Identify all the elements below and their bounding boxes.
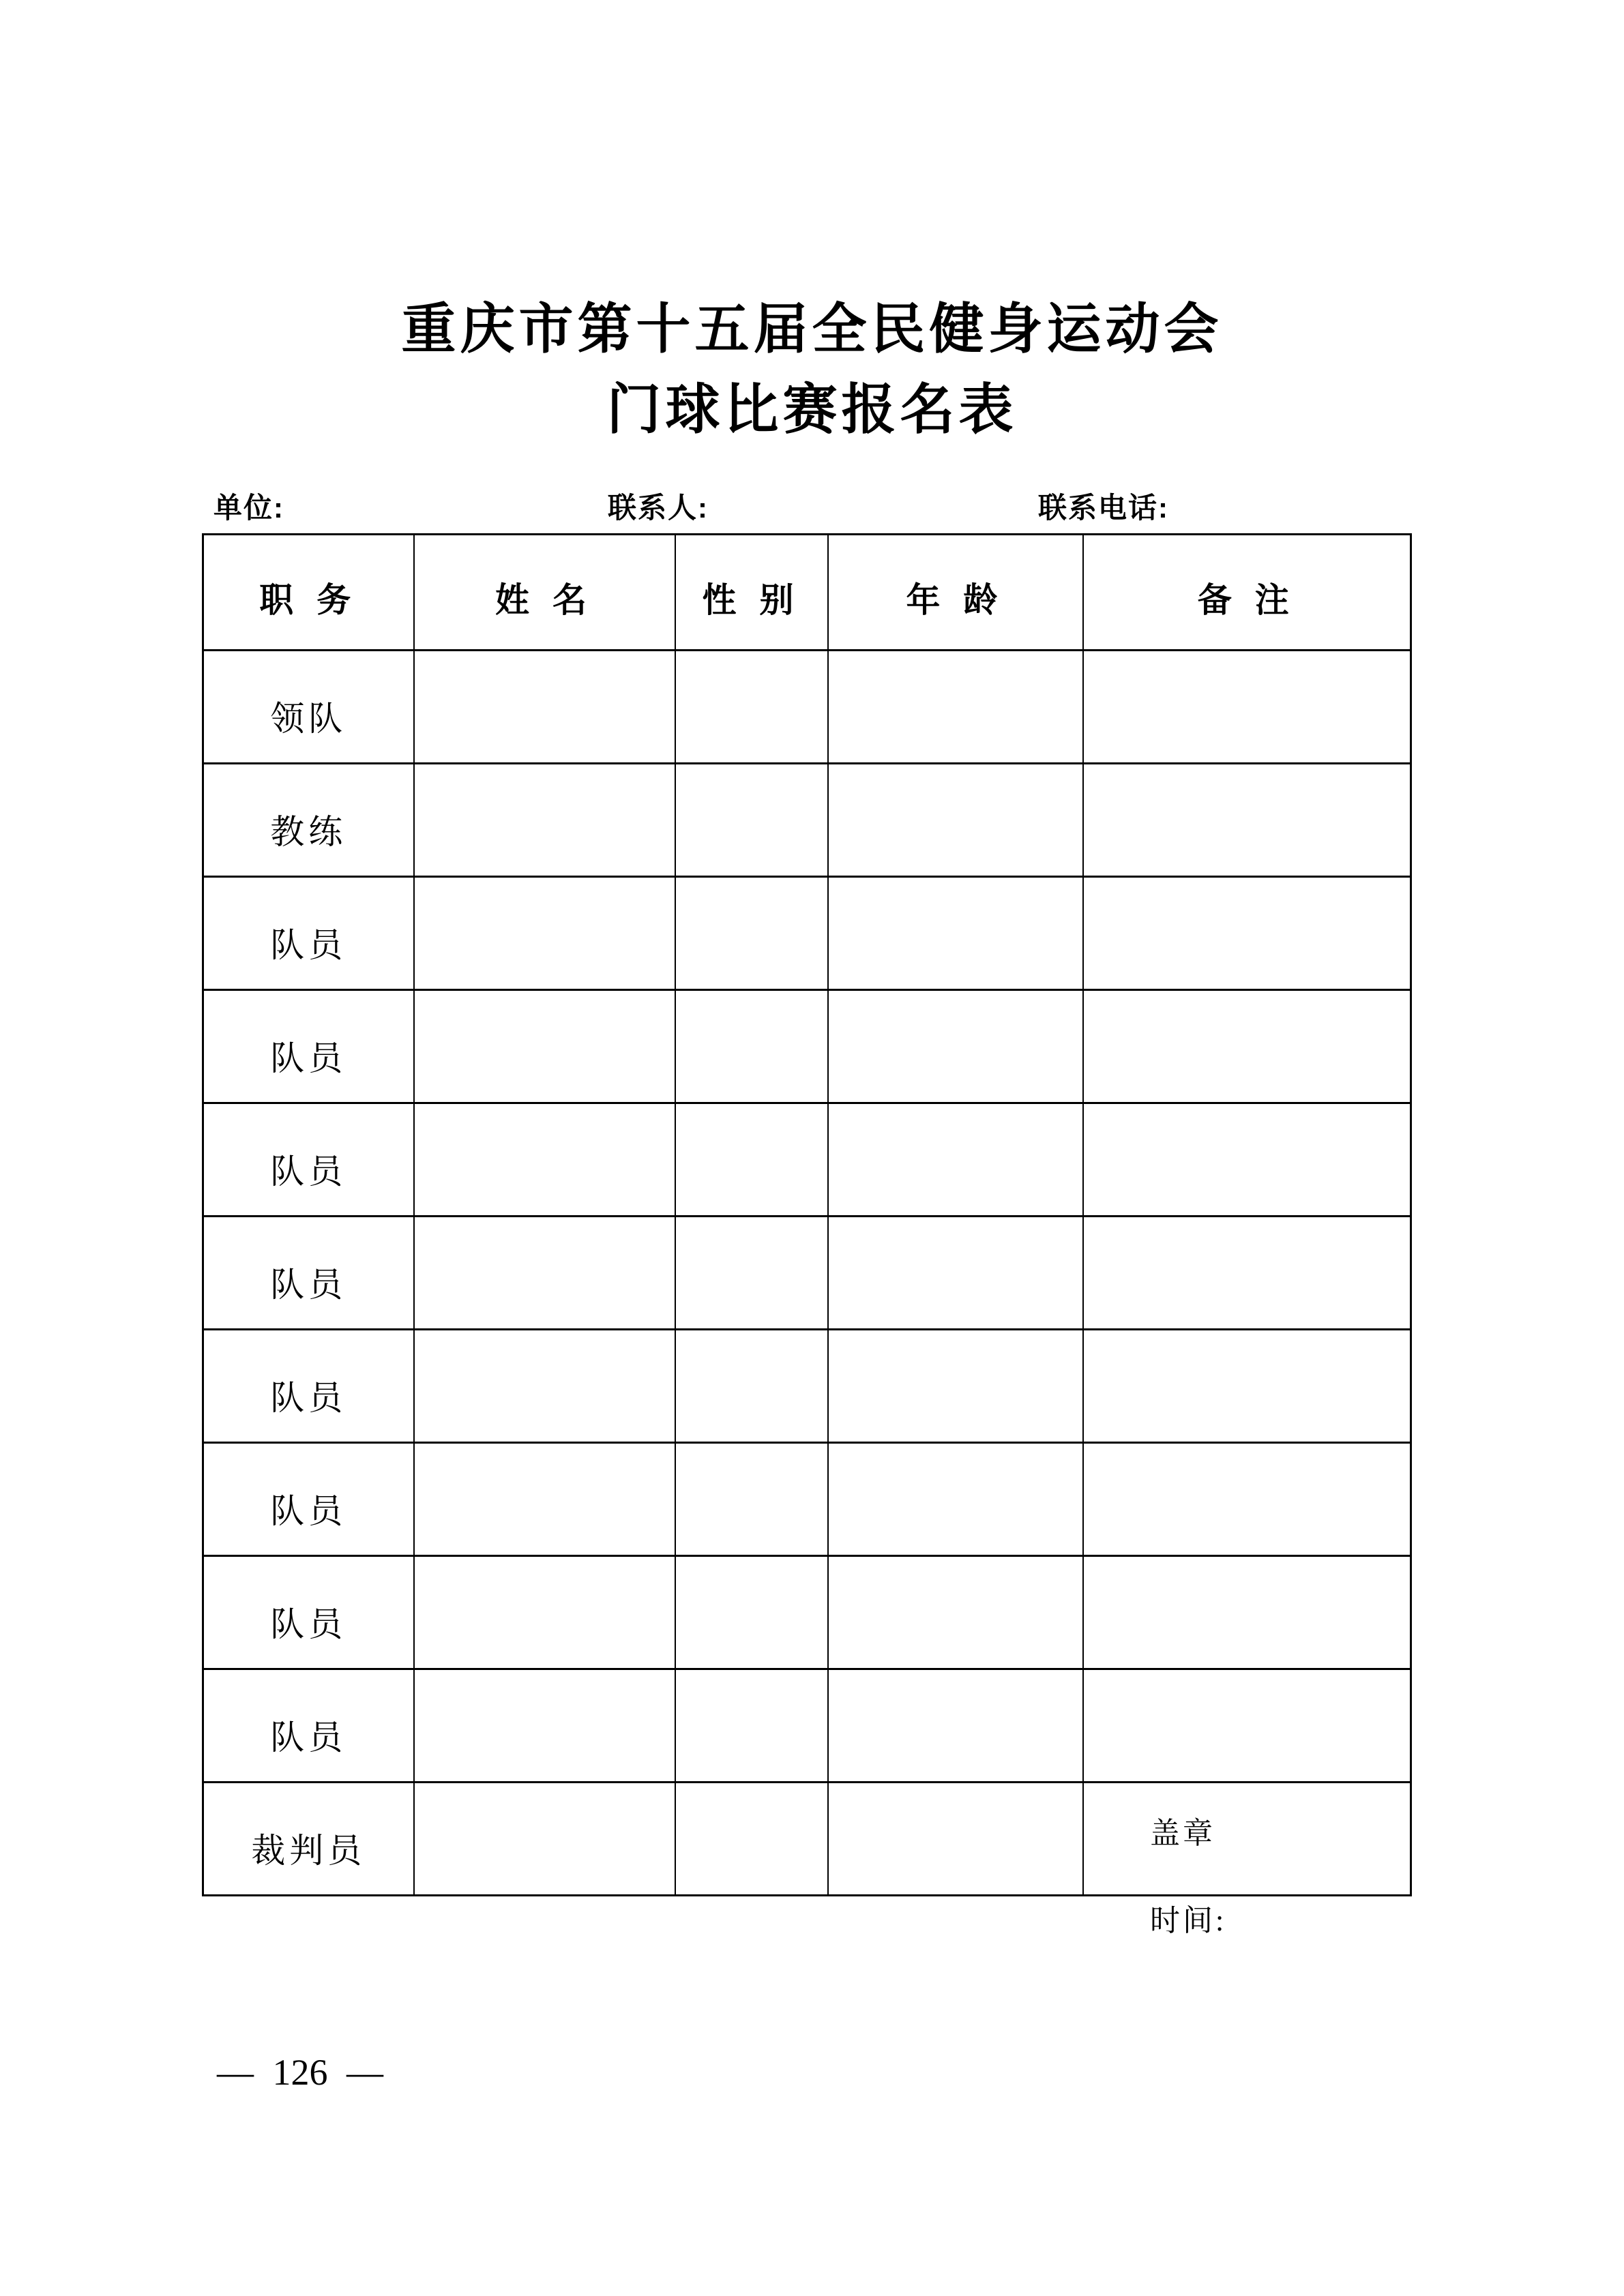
name-cell-empty (414, 877, 675, 990)
age-cell-empty (828, 651, 1083, 764)
remarks-cell-empty (1083, 1669, 1411, 1783)
document-title (0, 290, 1624, 451)
gender-cell-empty (675, 1330, 828, 1443)
position-cell: 队员 (203, 1330, 414, 1443)
table-row (203, 990, 1411, 1103)
gender-cell-empty (675, 651, 828, 764)
name-cell-empty (414, 1556, 675, 1669)
remarks-cell-empty (1083, 651, 1411, 764)
remarks-cell-empty (1083, 764, 1411, 877)
age-cell-empty (828, 1783, 1083, 1896)
gender-cell-empty (675, 877, 828, 990)
header-position: 职 务 (203, 535, 414, 651)
age-cell-empty (828, 1443, 1083, 1556)
gender-cell-empty (675, 1103, 828, 1217)
header-gender: 性 别 (675, 535, 828, 651)
table-row (203, 764, 1411, 877)
header-name: 姓 名 (414, 535, 675, 651)
header-remarks: 备 注 (1083, 535, 1411, 651)
unit-label: 单位: (213, 492, 284, 524)
table-row (203, 1217, 1411, 1330)
contact-phone-label: 联系电话: (1038, 492, 1169, 524)
position-cell: 队员 (203, 877, 414, 990)
position-cell: 裁判员 (203, 1783, 414, 1896)
age-cell-empty (828, 1217, 1083, 1330)
position-cell: 队员 (203, 1669, 414, 1783)
name-cell-empty (414, 1669, 675, 1783)
name-cell-empty (414, 651, 675, 764)
gender-cell-empty (675, 1669, 828, 1783)
remarks-cell-empty (1083, 1556, 1411, 1669)
gender-cell-empty (675, 1443, 828, 1556)
gender-cell-empty (675, 1783, 828, 1896)
seal-label: 盖章 (1150, 1817, 1215, 1850)
remarks-cell-empty (1083, 990, 1411, 1103)
name-cell-empty (414, 1443, 675, 1556)
age-cell-empty (828, 764, 1083, 877)
title-line-1: 重庆市第十五届全民健身运动会 (401, 300, 1223, 360)
table-row (203, 1783, 1411, 1896)
age-cell-empty (828, 1669, 1083, 1783)
name-cell-empty (414, 1103, 675, 1217)
name-cell-empty (414, 1783, 675, 1896)
page-number: — 126 — (217, 2052, 383, 2093)
age-cell-empty (828, 1330, 1083, 1443)
position-cell: 领队 (203, 651, 414, 764)
remarks-cell-empty (1083, 1217, 1411, 1330)
position-cell: 队员 (203, 1556, 414, 1669)
table-row (203, 1443, 1411, 1556)
gender-cell-empty (675, 1217, 828, 1330)
registration-table (202, 533, 1412, 1896)
position-cell: 队员 (203, 990, 414, 1103)
remarks-cell-empty (1083, 1443, 1411, 1556)
table-row (203, 1330, 1411, 1443)
age-cell-empty (828, 990, 1083, 1103)
remarks-cell-empty (1083, 1330, 1411, 1443)
position-cell: 队员 (203, 1217, 414, 1330)
position-cell: 教练 (203, 764, 414, 877)
remarks-cell-empty (1083, 1103, 1411, 1217)
table-row (203, 1669, 1411, 1783)
table-row (203, 877, 1411, 990)
table-header-row (203, 535, 1411, 651)
name-cell-empty (414, 764, 675, 877)
table-row (203, 1103, 1411, 1217)
gender-cell-empty (675, 1556, 828, 1669)
age-cell-empty (828, 877, 1083, 990)
name-cell-empty (414, 990, 675, 1103)
remarks-cell-empty (1083, 1783, 1411, 1896)
position-cell: 队员 (203, 1443, 414, 1556)
age-cell-empty (828, 1103, 1083, 1217)
title-line-2: 门球比赛报名表 (606, 381, 1018, 441)
table-row (203, 1556, 1411, 1669)
gender-cell-empty (675, 990, 828, 1103)
age-cell-empty (828, 1556, 1083, 1669)
table-row (203, 651, 1411, 764)
contact-person-label: 联系人: (608, 492, 709, 524)
remarks-cell-empty (1083, 877, 1411, 990)
position-cell: 队员 (203, 1103, 414, 1217)
time-label: 时间: (1150, 1904, 1227, 1937)
name-cell-empty (414, 1217, 675, 1330)
header-age: 年 龄 (828, 535, 1083, 651)
gender-cell-empty (675, 764, 828, 877)
name-cell-empty (414, 1330, 675, 1443)
